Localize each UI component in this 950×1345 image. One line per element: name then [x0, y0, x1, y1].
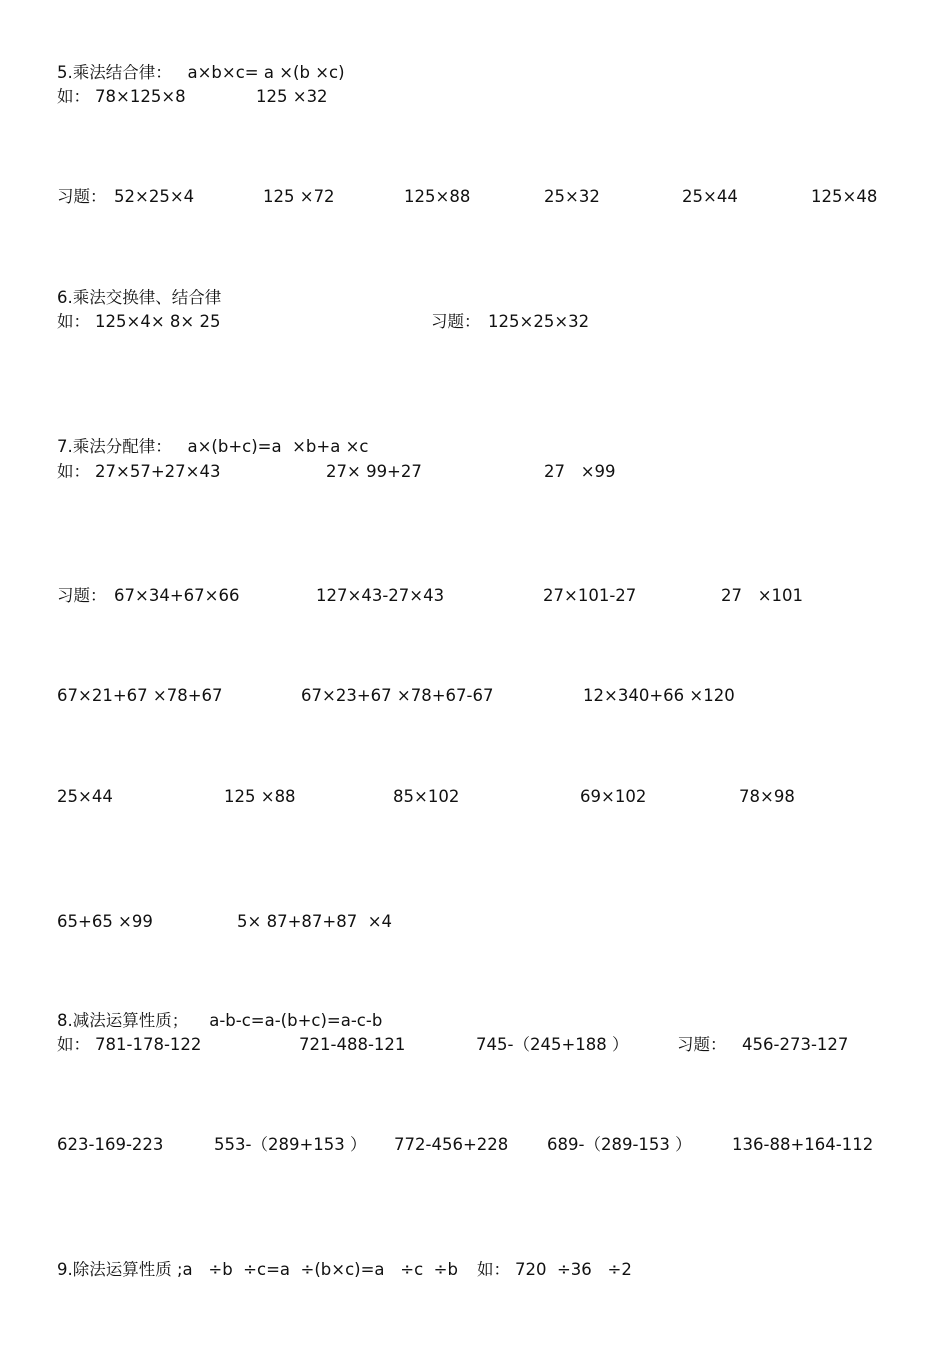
section-5-title: 5.乘法结合律： a×b×c= a ×(b ×c): [57, 63, 345, 82]
section-6-example-label: 如：: [57, 312, 90, 331]
section-5-exercise-1: 52×25×4: [114, 187, 195, 206]
section-5-example-1: 78×125×8: [95, 87, 186, 106]
section-7-example-1: 27×57+27×43: [95, 462, 221, 481]
section-6-example: 125×4× 8× 25: [95, 312, 221, 331]
section-7-exercise-10: 85×102: [393, 787, 460, 806]
section-9-example-label: 如：: [477, 1260, 510, 1279]
section-6-exercise: 125×25×32: [488, 312, 590, 331]
section-7-exercise-2: 127×43-27×43: [316, 586, 445, 605]
section-7-exercise-9: 125 ×88: [224, 787, 296, 806]
section-8-example-3: 745-（245+188 ）: [476, 1035, 629, 1054]
section-7-exercise-4: 27 ×101: [721, 586, 804, 605]
section-7-exercise-11: 69×102: [580, 787, 647, 806]
section-7-exercise-12: 78×98: [739, 787, 795, 806]
section-8-title: 8.减法运算性质； a-b-c=a-(b+c)=a-c-b: [57, 1011, 383, 1030]
section-7-example-label: 如：: [57, 462, 90, 481]
section-8-exercise-4: 689-（289-153 ）: [547, 1135, 692, 1154]
section-7-exercise-7: 12×340+66 ×120: [583, 686, 735, 705]
section-7-exercise-13: 65+65 ×99: [57, 912, 153, 931]
section-5-example-2: 125 ×32: [256, 87, 328, 106]
section-7-exercise-14: 5× 87+87+87 ×4: [237, 912, 393, 931]
section-8-exercise-3: 772-456+228: [394, 1135, 509, 1154]
section-8-exercise: 456-273-127: [742, 1035, 849, 1054]
section-7-exercise-6: 67×23+67 ×78+67-67: [301, 686, 494, 705]
section-5-exercise-6: 125×48: [811, 187, 878, 206]
section-7-title: 7.乘法分配律： a×(b+c)=a ×b+a ×c: [57, 437, 369, 456]
section-8-exercise-label: 习题：: [677, 1035, 727, 1054]
section-8-exercise-1: 623-169-223: [57, 1135, 164, 1154]
section-8-example-label: 如：: [57, 1035, 90, 1054]
section-8-exercise-5: 136-88+164-112: [732, 1135, 874, 1154]
section-5-exercise-label: 习题：: [57, 187, 107, 206]
section-7-exercise-label: 习题：: [57, 586, 107, 605]
section-6-title: 6.乘法交换律、结合律: [57, 288, 222, 307]
section-7-example-3: 27 ×99: [544, 462, 616, 481]
section-5-exercise-3: 125×88: [404, 187, 471, 206]
section-9-title: 9.除法运算性质 ;a ÷b ÷c=a ÷(b×c)=a ÷c ÷b: [57, 1260, 458, 1279]
section-5-example-label: 如：: [57, 87, 90, 106]
section-7-exercise-3: 27×101-27: [543, 586, 637, 605]
section-5-exercise-5: 25×44: [682, 187, 738, 206]
section-5-exercise-2: 125 ×72: [263, 187, 335, 206]
section-8-example-2: 721-488-121: [299, 1035, 406, 1054]
section-6-exercise-label: 习题：: [431, 312, 481, 331]
section-8-exercise-2: 553-（289+153 ）: [214, 1135, 367, 1154]
section-5-exercise-4: 25×32: [544, 187, 600, 206]
section-8-example-1: 781-178-122: [95, 1035, 202, 1054]
section-7-exercise-5: 67×21+67 ×78+67: [57, 686, 223, 705]
section-7-example-2: 27× 99+27: [326, 462, 422, 481]
section-9-example: 720 ÷36 ÷2: [515, 1260, 632, 1279]
section-7-exercise-1: 67×34+67×66: [114, 586, 240, 605]
section-7-exercise-8: 25×44: [57, 787, 113, 806]
